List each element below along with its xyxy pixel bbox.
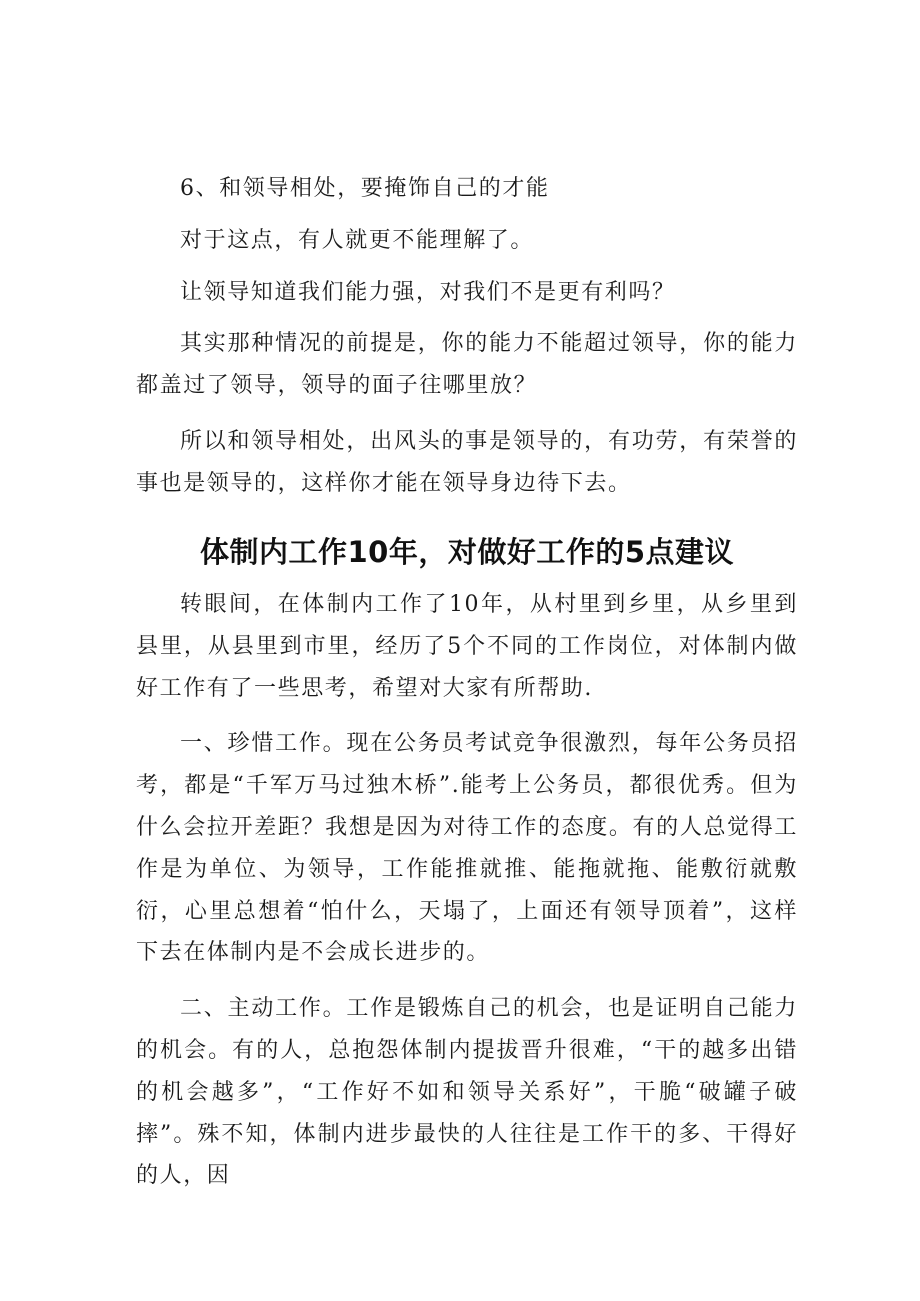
article-title: 体制内工作10年，对做好工作的5点建议 [199,534,735,569]
paragraph: 转眼间，在体制内工作了10年，从村里到乡里，从乡里到县里，从县里到市里，经历了5个不同的工作岗位，对体制内做好工作有了一些思考，希望对大家有所帮助. [136,592,798,701]
paragraph: 二、主动工作。工作是锻炼自己的机会，也是证明自己能力的机会。有的人，总抱怨体制内提拔晋升很难，“干的越多出错的机会越多”，“工作好不如和领导关系好”，干脆“破罐子破摔”。殊不知，体制内进步最快的人往往是工作干的多、干得好的人，因 [136,996,798,1189]
paragraph: 让领导知道我们能力强，对我们不是更有利吗？ [180,279,676,305]
paragraph: 其实那种情况的前提是，你的能力不能超过领导，你的能力都盖过了领导，领导的面子往哪里放？ [136,331,798,399]
paragraph: 对于这点，有人就更不能理解了。 [180,227,535,253]
section-heading-6: 6、和领导相处，要掩饰自己的才能 [180,176,550,201]
paragraph: 所以和领导相处，出风头的事是领导的，有功劳，有荣誉的事也是领导的，这样你才能在领导身边待下去。 [136,428,798,496]
paragraph: 一、珍惜工作。现在公务员考试竞争很激烈，每年公务员招考，都是“千军万马过独木桥”.能考上公务员，都很优秀。但为什么会拉开差距？我想是因为对待工作的态度。有的人总觉得工作是为单位、为领导，工作能推就推、能拖就拖、能敷衍就敷衍，心里总想着“怕什么，天塌了，上面还有领导顶着”，这样下去在体制内是不会成长进步的。 [136,731,798,966]
document-body [136,168,798,1197]
